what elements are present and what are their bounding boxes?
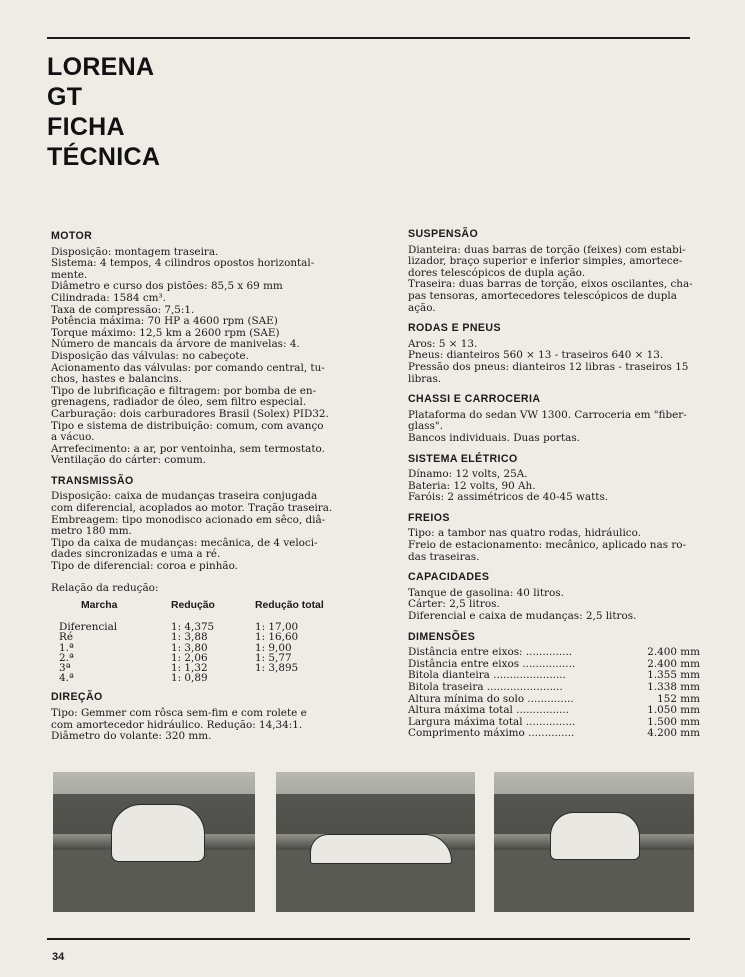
spec-line: dores telescópicos de dupla ação. xyxy=(408,266,586,279)
page-number: 34 xyxy=(52,951,65,963)
spec-line: Carburação: dois carburadores Brasil (Solex) PID32. xyxy=(51,407,329,420)
spec-line: Disposição das válvulas: no cabeçote. xyxy=(51,349,249,362)
spec-line: grenagens, radiador de óleo, sem filtro especial. xyxy=(51,396,307,409)
spec-line: Pneus: dianteiros 560 × 13 - traseiros 640 × 13. xyxy=(408,349,664,362)
spec-line: Tanque de gasolina: 40 litros. xyxy=(408,586,564,599)
spec-line: Bateria: 12 volts, 90 Ah. xyxy=(408,479,536,492)
spec-line: lizador, braço superior e inferior simples, amortece- xyxy=(408,255,683,268)
spec-line: Número de mancais da árvore de manivelas: 4. xyxy=(51,338,300,351)
dimension-label: Distância entre eixos ................ xyxy=(408,657,576,670)
spec-section xyxy=(51,231,346,467)
dimension-value: 1.355 mm xyxy=(647,669,700,682)
spec-line: Aros: 5 × 13. xyxy=(408,337,478,350)
dimensions-section xyxy=(408,632,700,740)
section-heading: CAPACIDADES xyxy=(408,571,490,584)
spec-line: Plataforma do sedan VW 1300. Carroceria em "fiber- xyxy=(408,408,687,421)
spec-line: Pressão dos pneus: dianteiros 12 libras - traseiros 15 xyxy=(408,360,689,373)
spec-section xyxy=(408,513,700,563)
dimension-value: 1.338 mm xyxy=(647,681,700,693)
table-cell: Ré xyxy=(59,631,73,644)
spec-line: Ventilação do cárter: comum. xyxy=(51,454,207,467)
table-cell: Diferencial xyxy=(59,621,118,634)
table-cell: 1: 1,32 xyxy=(171,661,208,674)
spec-line: Sistema: 4 tempos, 4 cilindros opostos horizontal- xyxy=(51,257,315,270)
spec-line: glass". xyxy=(408,420,443,433)
table-cell: 1: 3,88 xyxy=(171,631,208,644)
title-line: LORENA xyxy=(47,53,155,81)
dimension-label: Bitola traseira ....................... xyxy=(408,681,563,693)
spec-line: Diâmetro do volante: 320 mm. xyxy=(51,730,212,743)
spec-line: Acionamento das válvulas: por comando central, tu- xyxy=(51,361,325,374)
spec-line: Taxa de compressão: 7,5:1. xyxy=(51,303,195,316)
spec-line: Dínamo: 12 volts, 25A. xyxy=(408,468,528,481)
spec-line: Tipo: a tambor nas quatro rodas, hidráulico. xyxy=(408,527,641,540)
section-heading: FREIOS xyxy=(408,511,450,524)
page-title xyxy=(47,52,160,172)
table-cell xyxy=(255,673,345,683)
spec-line: mente. xyxy=(51,268,88,281)
section-heading: SISTEMA ELÉTRICO xyxy=(408,452,518,465)
spec-section xyxy=(51,476,346,683)
section-heading: DIMENSÕES xyxy=(408,630,476,643)
section-heading: CHASSI E CARROCERIA xyxy=(408,393,541,406)
spec-line: Tipo e sistema de distribuição: comum, com avanço xyxy=(51,419,324,432)
section-heading: TRANSMISSÃO xyxy=(51,474,134,487)
table-cell: 1: 9,00 xyxy=(255,641,292,654)
right-column xyxy=(408,229,700,749)
dimension-value: 152 mm xyxy=(657,692,700,705)
spec-section xyxy=(408,454,700,504)
table-cell: 1: 3,80 xyxy=(171,641,208,654)
spec-line: Tipo de lubrificação e filtragem: por bomba de en- xyxy=(51,384,317,397)
table-cell: 1: 5,77 xyxy=(255,651,292,664)
spec-line: Disposição: montagem traseira. xyxy=(51,245,219,258)
spec-line: Freio de estacionamento: mecânico, aplicado nas ro- xyxy=(408,539,687,552)
table-intro: Relação da redução: xyxy=(51,581,159,594)
spec-line: metro 180 mm. xyxy=(51,525,132,538)
spec-line: Faróis: 2 assimétricos de 40-45 watts. xyxy=(408,491,609,504)
table-cell: 1: 0,89 xyxy=(171,672,208,685)
spec-line: a vácuo. xyxy=(51,431,95,444)
spec-section xyxy=(408,572,700,622)
table-header-cell: Marcha xyxy=(81,600,118,612)
dimension-row xyxy=(408,728,700,740)
dimension-label: Distância entre eixos: .............. xyxy=(408,646,573,659)
car-side-photo xyxy=(276,772,475,912)
title-line: FICHA xyxy=(47,113,125,141)
spec-line: Arrefecimento: a ar, por ventoinha, sem termostato. xyxy=(51,442,325,455)
dimension-row xyxy=(408,682,700,694)
spec-section xyxy=(408,394,700,444)
spec-line: Cilindrada: 1584 cm³. xyxy=(51,291,166,304)
title-line: GT xyxy=(47,83,83,111)
dimension-value: 4.200 mm xyxy=(647,727,700,740)
spec-line: Diferencial e caixa de mudanças: 2,5 litros. xyxy=(408,610,637,623)
spec-line: Tipo da caixa de mudanças: mecânica, de 4 veloci- xyxy=(51,536,318,549)
spec-line: Traseira: duas barras de torção, eixos oscilantes, cha- xyxy=(408,278,693,291)
spec-line: Cárter: 2,5 litros. xyxy=(408,598,500,611)
spec-line: Torque máximo: 12,5 km a 2600 rpm (SAE) xyxy=(51,326,280,339)
spec-line: chos, hastes e balancins. xyxy=(51,373,182,386)
dimension-label: Comprimento máximo .............. xyxy=(408,727,575,740)
dimension-label: Altura mínima do solo .............. xyxy=(408,692,574,705)
table-cell: 1: 17,00 xyxy=(255,621,299,634)
table-header-row xyxy=(51,600,346,622)
reduction-table xyxy=(51,600,346,683)
title-line: TÉCNICA xyxy=(47,143,161,171)
photo-strip xyxy=(0,772,745,912)
spec-line: Tipo: Gemmer com rôsca sem-fim e com rolete e xyxy=(51,706,307,719)
spec-section xyxy=(51,692,346,742)
table-header-cell: Redução xyxy=(171,600,215,612)
section-heading: MOTOR xyxy=(51,230,93,242)
table-cell: 2.ª xyxy=(59,651,74,664)
table-cell: 3ª xyxy=(59,661,71,674)
spec-line: Tipo de diferencial: coroa e pinhão. xyxy=(51,560,238,573)
car-rear-photo xyxy=(494,772,694,912)
dimension-label: Altura máxima total ................ xyxy=(408,704,570,717)
section-heading: RODAS E PNEUS xyxy=(408,322,501,335)
table-cell: 1: 4,375 xyxy=(171,621,215,634)
left-column xyxy=(51,231,346,752)
spec-section xyxy=(408,229,700,314)
dimension-label: Largura máxima total ............... xyxy=(408,715,576,728)
spec-line: com diferencial, acoplados ao motor. Tração traseira. xyxy=(51,502,333,515)
table-cell: 4.ª xyxy=(59,672,74,685)
spec-line: pas tensoras, amortecedores telescópicos de dupla xyxy=(408,289,677,302)
spec-line: Embreagem: tipo monodisco acionado em sêco, diâ- xyxy=(51,513,326,526)
table-cell: 1: 2,06 xyxy=(171,651,208,664)
spec-line: das traseiras. xyxy=(408,550,480,563)
spec-line: com amortecedor hidráulico. Redução: 14,34:1. xyxy=(51,718,303,731)
spec-section xyxy=(408,323,700,385)
spec-line: ação. xyxy=(408,301,436,314)
top-rule xyxy=(47,37,690,39)
spec-line: Dianteira: duas barras de torção (feixes) com estabi- xyxy=(408,243,686,256)
dimension-label: Bitola dianteira ...................... xyxy=(408,669,566,682)
dimension-value: 2.400 mm xyxy=(647,657,700,670)
spec-line: Potência máxima: 70 HP a 4600 rpm (SAE) xyxy=(51,315,278,328)
car-front-photo xyxy=(53,772,255,912)
spec-line: Disposição: caixa de mudanças traseira conjugada xyxy=(51,490,318,503)
table-header-cell: Redução total xyxy=(255,600,324,612)
bottom-rule xyxy=(47,938,690,940)
spec-line: libras. xyxy=(408,372,442,385)
table-cell: 1.ª xyxy=(59,641,74,654)
dimension-value: 1.500 mm xyxy=(647,715,700,728)
spec-line: Bancos individuais. Duas portas. xyxy=(408,431,580,444)
table-row xyxy=(51,673,346,683)
table-cell: 1: 3,895 xyxy=(255,661,299,674)
section-heading: DIREÇÃO xyxy=(51,691,103,704)
table-cell: 1: 16,60 xyxy=(255,631,299,644)
spec-line: dades sincronizadas e uma a ré. xyxy=(51,548,221,561)
dimension-value: 1.050 mm xyxy=(647,704,700,717)
dimension-value: 2.400 mm xyxy=(647,646,700,659)
spec-line: Diâmetro e curso dos pistões: 85,5 x 69 mm xyxy=(51,280,283,293)
section-heading: SUSPENSÃO xyxy=(408,228,479,240)
